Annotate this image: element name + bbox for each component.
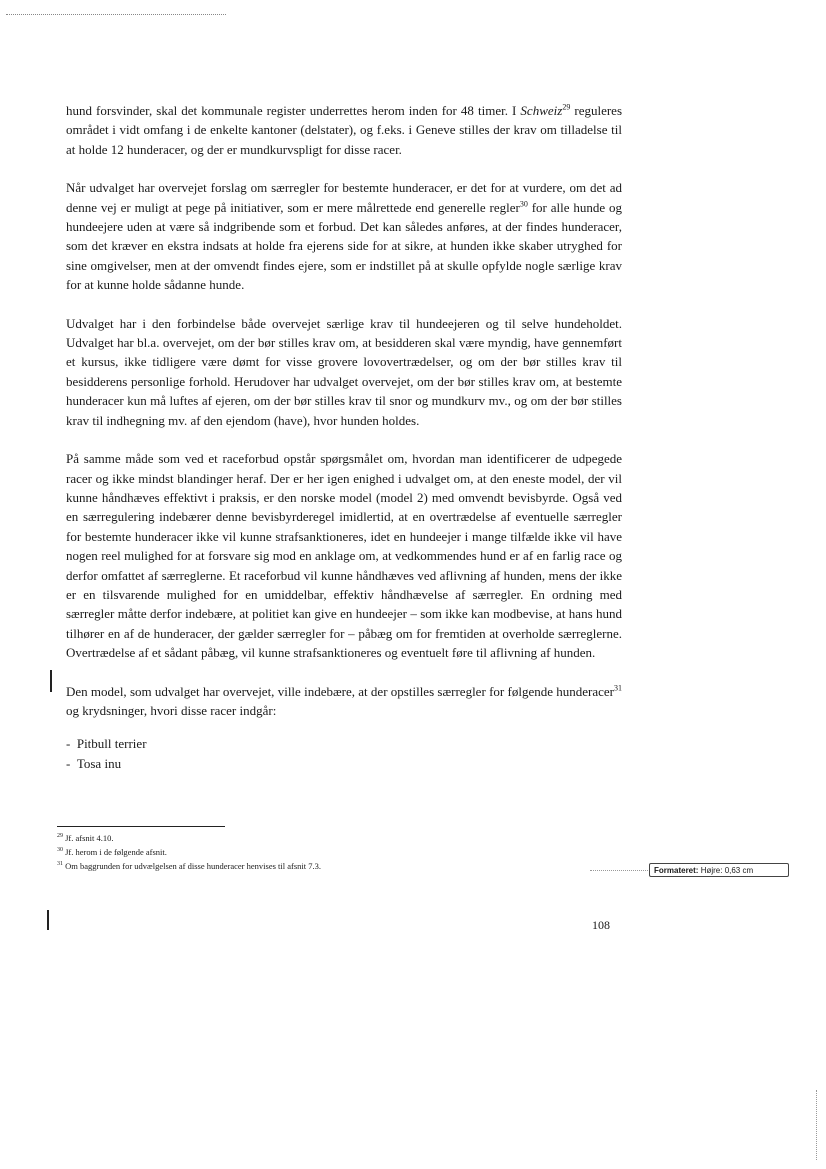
change-bar [47,910,49,930]
list-item: - Tosa inu [66,754,622,773]
format-change-balloon[interactable] [649,863,789,877]
breed-list [66,734,622,773]
footnote: $^{31}$ Om baggrunden for udvælgelsen af disse hunderacer henvises til afsnit 7.3. [57,860,322,871]
paragraph-1: hund forsvinder, skal det kommunale register underrettes herom inden for 48 timer. I Schweiz$^{29}$ reguleres området i vidt omfang i de enkelte kantoner (delstater), og f.eks. i Geneve stilles der krav om tilladelse til at holde 12 hunderacer, og der er mundkurvspligt for disse racer. [66,102,623,157]
comment-connector [590,870,648,871]
body-text [66,101,622,773]
format-label: Formateret: [654,866,699,875]
paragraph-2: Når udvalget har overvejet forslag om særregler for bestemte hunderacer, er det for at vurdere, om det ad denne vej er muligt at pege på initiativer, som er mere målrettede end generelle regler$^{30}$ for alle hunde og hundeejere uden at være så indgribende som et forbud. Det kan således anføres, at der findes hunderacer, som det kræver en ekstra indsats at holde fra ejerens side for at sikre, at hunden ikke skaber utryghed for sine omgivelser, men at der omvendt findes ejere, som er indstillet på at skulle opfylde nogle særlige krav for at kunne holde sådanne hunde. [66,180,622,293]
footnote-separator [57,826,225,827]
paragraph-5: Den model, som udvalget har overvejet, ville indebære, at der opstilles særregler for følgende hunderacer$^{31}$ og krydsninger, hvori disse racer indgår: [66,683,622,718]
paragraph-3: Udvalget har i den forbindelse både overvejet særlige krav til hundeejeren og til selve hundeholdet. Udvalget har bl.a. overvejet, om der bør stilles krav om, at besidderen skal være myndig, have gennemført et kursus, ikke tidligere være dømt for visse grovere lovovertrædelser, og om der bør stilles krav til besidderens personlige forhold. Herudover har udvalget overvejet, om der bør stilles krav om, at bestemte hunderacer kun må luftes af ejeren, om der bør stilles krav til snor og mundkurv mv., og om der bør stilles krav til indhegning mv. af den ejendom (have), hvor hunden holdes. [66,315,622,428]
footnotes [57,830,477,871]
scan-edge-mark [816,1090,818,1160]
scan-header-line [6,14,226,15]
footnote: $^{30}$ Jf. herom i de følgende afsnit. [57,846,167,857]
paragraph-4: På samme måde som ved et raceforbud opstår spørgsmålet om, hvordan man identificerer de udpegede racer og ikke mindst blandinger heraf. Der er her igen enighed i udvalget om, at den eneste model, der vil kunne håndhæves effektivt i praksis, er den norske model (model 2) med omvendt bevisbyrde. Også ved en særregulering indebærer denne bevisbyrderegel imidlertid, at en overtrædelse af eventuelle særregler for bestemte hunderacer ikke vil kunne strafsanktioneres, idet en hundeejer i mange tilfælde ikke vil have nogen reel mulighed for at forsvare sig mod en anklage om, at vedkommendes hund er af en farlig race og derfor omfattet af særreglerne. Et raceforbud vil kunne håndhæves ved aflivning af hunden, mens der ikke er en tilsvarende mulighed for en umiddelbar, effektiv håndhævelse af særregler. En ordning med særregler måtte derfor indebære, at politiet kan give en hundeejer – som ikke kan modbevise, at hans hund tilhører en af de hunderacer, der gælder særregler for – påbæg om for fremtiden at overholde særreglerne. Overtrædelse af et sådant påbæg, vil kunne strafsanktioneres og eventuelt føre til aflivning af hunden. [66,451,622,661]
list-item: - Pitbull terrier [66,734,622,753]
footnote: $^{29}$ Jf. afsnit 4.10. [57,832,114,843]
format-value: Højre: 0,63 cm [700,866,754,875]
change-bar [50,670,52,692]
page-number: 108 [592,918,610,932]
